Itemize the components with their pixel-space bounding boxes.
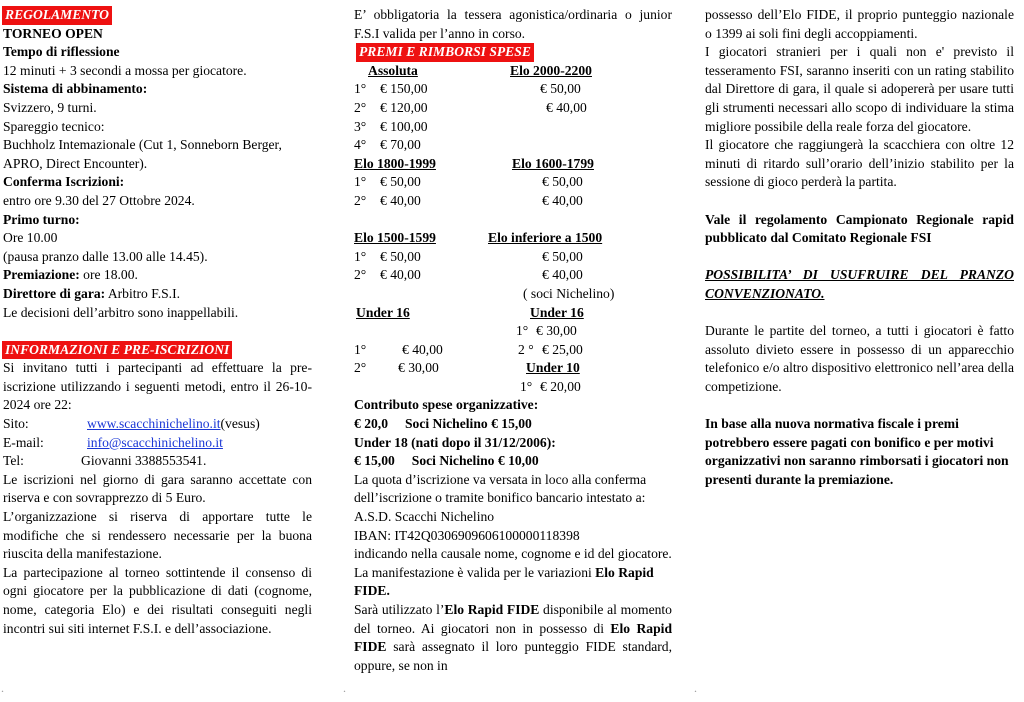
used-note [354,601,672,675]
prize-row [354,266,672,285]
iban-note: indicando nella causale nome, cognome e id del giocatore. [354,546,672,562]
site-link[interactable]: www.scacchinichelino.it [87,416,221,432]
email-label: E-mail: [3,434,44,450]
prize-value: ore 18.00. [79,267,138,283]
amount: € 50,00 [542,174,583,190]
email-link[interactable]: info@scacchinichelino.it [87,434,223,450]
prize-row [354,248,672,267]
under16b-title: Under 16 [530,304,584,320]
amount: € 120,00 [380,99,428,115]
info-header: INFORMAZIONI E PRE-ISCRIZIONI [2,341,232,360]
amount: € 25,00 [542,341,583,357]
prize-line [3,266,312,285]
fee-line-2: € 15,00 Soci Nichelino € 10,00 [354,453,539,469]
prize-row [354,80,672,99]
amount: € 50,00 [380,248,421,264]
amount: € 50,00 [380,174,421,190]
foreign-players-text: I giocatori stranieri per i quali non e' previsto il tesseramento FSI, saranno inseriti con un rating stabilito dal Direttore di gara, il quale si adopererà per usare tutti gli strumenti necessari allo scopo di individuare la stima migliore possibile della reale forza del giocatore. [705,44,1014,134]
amount: € 40,00 [380,192,421,208]
valid-bold: Elo Rapid FIDE. [354,564,654,599]
used-bold: Elo Rapid FIDE [444,602,540,617]
elo1500-title: Elo 1500-1599 [354,230,436,246]
prizes-header: PREMI E RIMBORSI SPESE [356,43,534,62]
elo2000-title: Elo 2000-2200 [510,62,592,78]
site-label: Sito: [3,416,29,432]
column-mark-left: . [1,681,4,696]
spacer [354,378,520,397]
rank: 1° [516,323,529,339]
payment-note: La quota d’iscrizione va versata in loco alla conferma dell’iscrizione o tramite bonifico bancario intestato a: A.S.D. Scacchi Nichelino [354,471,647,525]
amount: € 30,00 [536,323,577,339]
iban: IBAN: IT42Q0306909606100000118398 [354,527,580,543]
under18-title: Under 18 (nati dopo il 31/12/2006): [354,434,556,450]
prize-row [354,136,672,155]
confirm-label: Conferma Iscrizioni: [3,174,125,190]
prize-titles-row-4 [354,304,672,323]
rank: 1° [354,81,367,97]
prize-label: Premiazione: [3,267,80,283]
rank: 3° [354,118,367,134]
rank: 2° [354,192,367,208]
rank: 1° [354,174,367,190]
first-round-label: Primo turno: [3,211,80,227]
time-label: Tempo di riflessione [3,44,120,60]
prize-row [354,341,672,360]
amount: € 40,00 [402,341,443,357]
rank: 2 ° [518,341,534,357]
amount: € 50,00 [540,81,581,97]
phone-ban-text: Durante le partite del torneo, a tutti i giocatori è fatto assoluto divieto essere in possesso di un apparecchio telefonico e/o altro dispositivo elettronico nell’area della competizione. [705,323,1014,394]
decisions-text: Le decisioni dell’arbitro sono inappellabili. [3,304,239,320]
rank: 4° [354,137,367,153]
pairing-value: Svizzero, 9 turni. [3,99,97,115]
spacer [354,322,516,341]
prize-row [354,378,672,397]
director-line [3,285,312,304]
amount: € 70,00 [380,137,421,153]
invite-text: Si invitano tutti i partecipanti ad effettuare la pre-iscrizione utilizzando i seguenti metodi, entro il 26-10-2024 ore 22: [3,360,312,413]
email-row [3,434,312,453]
site-note: (vesus) [220,416,260,432]
valid-text: La manifestazione è valida per le variazioni [354,564,596,580]
column-left [3,6,312,638]
continued-text: possesso dell’Elo FIDE, il proprio punteggio nazionale o 1399 ai soli fini degli accoppiamenti. [705,7,1014,41]
lunch-option-text: POSSIBILITA’ DI USUFRUIRE DEL PRANZO CONVENZIONATO. [705,267,1014,301]
amount: € 40,00 [546,99,587,115]
column-right [705,6,1014,489]
column-middle [354,6,672,675]
fee-title: Contributo spese organizzative: [354,397,539,413]
amount: € 40,00 [542,267,583,283]
prize-row [354,118,672,137]
consent-note: La partecipazione al torneo sottintende il consenso di ogni giocatore per la pubblicazione di dati (cognome, nome, categoria Elo) e dei risultati conseguiti negli incontri sui siti internet F.S.I. e dell’associazione. [3,564,312,636]
used-end: sarà assegnato il loro punteggio FIDE standard, oppure, se non in [354,639,672,673]
valid-note [354,564,672,601]
amount: € 100,00 [380,118,428,134]
amount: € 40,00 [542,192,583,208]
amount: € 50,00 [542,248,583,264]
org-note: L’organizzazione si riserva di apportare tutte le modifiche che si rendessero necessarie per la buona riuscita della manifestazione. [3,509,312,562]
prize-row [354,173,672,192]
lunch-break: (pausa pranzo dalle 13.00 alle 14.45). [3,248,208,264]
rank: 1° [354,341,367,357]
prize-row [354,359,672,378]
under16a-title: Under 16 [356,304,410,320]
first-round-time: Ore 10.00 [3,230,58,246]
assoluta-title: Assoluta [368,62,418,78]
prize-titles-row-2 [354,155,672,174]
eloinf-title: Elo inferiore a 1500 [488,230,603,246]
time-value: 12 minuti + 3 secondi a mossa per giocatore. [3,62,247,78]
amount: € 40,00 [380,267,421,283]
director-value: Arbitro F.S.I. [105,285,181,301]
onsite-note: Le iscrizioni nel giorno di gara saranno accettate con riserva e con sovrapprezzo di 5 Euro. [3,471,312,506]
used-post: disponibile al momento del torneo. Ai giocatori non in possesso di [354,602,672,636]
fee-line-1: € 20,0 Soci Nichelino € 15,00 [354,416,532,432]
rank: 2° [354,360,367,376]
amount: € 20,00 [540,378,581,394]
prize-row [354,322,672,341]
regional-rules-text: Vale il regolamento Campionato Regionale rapid pubblicato dal Comitato Regionale FSI [705,211,1014,246]
amount: € 30,00 [398,360,439,376]
prize-titles-row-1 [354,62,672,81]
under10-title: Under 10 [526,360,580,376]
site-row [3,415,312,434]
eloinf-note: ( soci Nichelino) [523,285,615,301]
pairing-label: Sistema di abbinamento: [3,81,148,97]
elo1600-title: Elo 1600-1799 [512,155,594,171]
rank: 2° [354,99,367,115]
used-bold-2: Elo Rapid FIDE [354,620,672,655]
tel-row [3,452,312,471]
tel-label: Tel: [3,453,24,469]
confirm-value: entro ore 9.30 del 27 Ottobre 2024. [3,192,195,208]
rank: 2° [354,267,367,283]
tel-value: Giovanni 3388553541. [81,453,207,469]
used-pre: Sarà utilizzato l’ [354,602,445,617]
rank: 1° [354,248,367,264]
director-label: Direttore di gara: [3,285,106,301]
tiebreak-label: Spareggio tecnico: [3,118,105,134]
amount: € 150,00 [380,81,428,97]
prize-row [354,99,672,118]
tax-note-text: In base alla nuova normativa fiscale i premi potrebbero essere pagati con bonifico e per motivi organizzativi non saranno rimborsati i giocatori non presenti durante la premiazione. [705,416,1009,487]
prize-row [354,192,672,211]
elo1800-title: Elo 1800-1999 [354,155,436,171]
rank: 1° [520,378,533,394]
column-mark-right: . [694,681,697,696]
column-mark-middle: . [343,681,346,696]
regolamento-header: REGOLAMENTO [2,6,112,25]
late-arrival-text: Il giocatore che raggiungerà la scacchiera con oltre 12 minuti di ritardo sull’orario dell’inizio stabilito per la sessione di gioco perderà la partita. [705,137,1014,190]
tournament-title: TORNEO OPEN [3,25,103,41]
card-note: E’ obbligatoria la tessera agonistica/ordinaria o junior F.S.I valida per l’anno in corso. [354,7,672,41]
tiebreak-value: Buchholz Intemazionale (Cut 1, Sonneborn Berger, APRO, Direct Encounter). [3,137,282,171]
prize-titles-row-3 [354,229,672,248]
